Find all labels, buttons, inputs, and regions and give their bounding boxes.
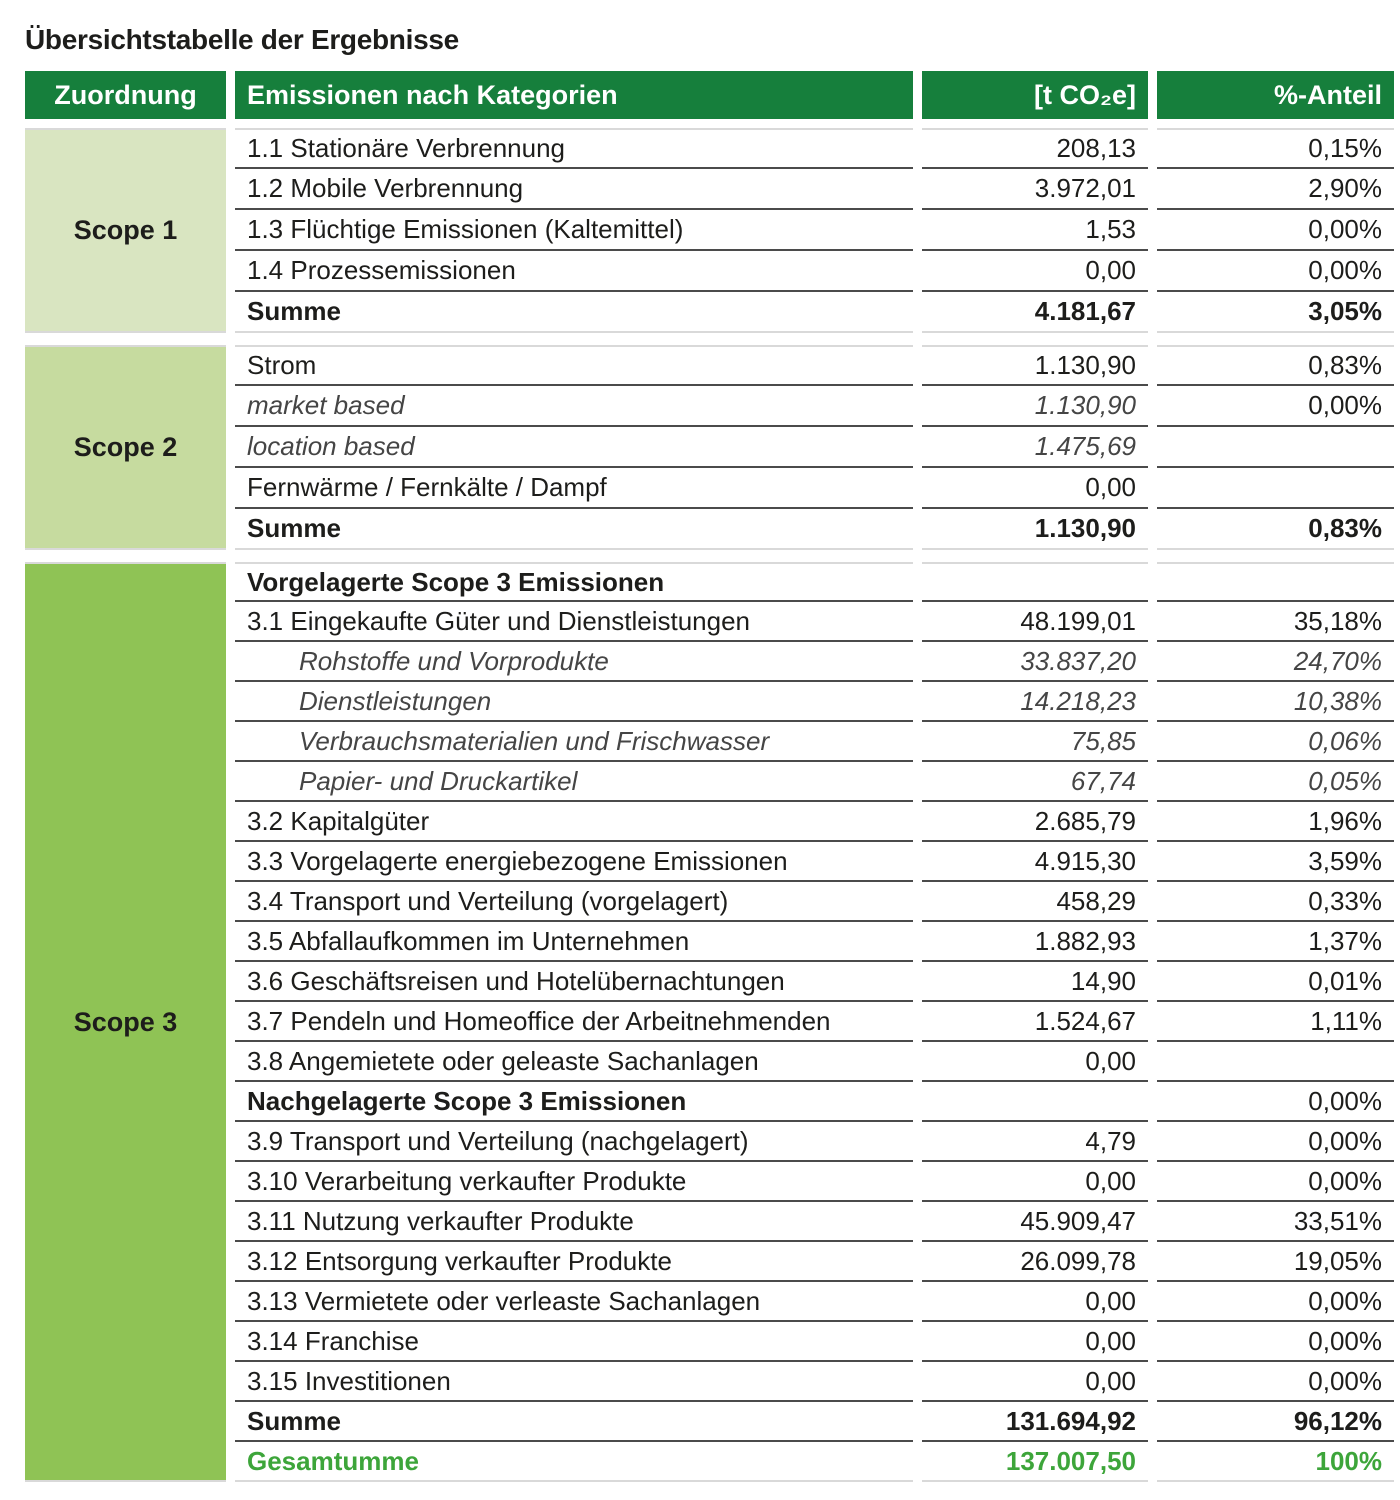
row-share: 0,83% <box>1157 509 1394 550</box>
scope-rows <box>235 562 1395 1482</box>
row-label: 3.3 Vorgelagerte energiebezogene Emissionen <box>235 842 913 882</box>
row-label: Papier- und Druckartikel <box>235 762 913 802</box>
table-row <box>235 1082 1395 1122</box>
row-value: 1.524,67 <box>922 1002 1148 1042</box>
page-title: Übersichtstabelle der Ergebnisse <box>25 24 459 55</box>
table-row <box>235 1042 1395 1082</box>
table-row <box>235 602 1395 642</box>
scope-badge-label: Scope 2 <box>73 432 178 462</box>
row-share: 0,00% <box>1157 1162 1394 1202</box>
header-cell-zuordnung: Zuordnung <box>25 71 226 119</box>
row-label: 3.12 Entsorgung verkaufter Produkte <box>235 1242 913 1282</box>
row-share: 0,00% <box>1157 210 1394 251</box>
row-value: 0,00 <box>922 251 1148 292</box>
row-share: 1,11% <box>1157 1002 1394 1042</box>
row-value: 1.130,90 <box>922 509 1148 550</box>
table-row <box>235 169 1395 210</box>
row-share: 1,37% <box>1157 922 1394 962</box>
row-value: 4.181,67 <box>922 292 1148 333</box>
row-value: 0,00 <box>922 468 1148 509</box>
row-label: Summe <box>235 509 913 550</box>
row-value: 1.475,69 <box>922 427 1148 468</box>
row-value: 131.694,92 <box>922 1402 1148 1442</box>
row-value: 26.099,78 <box>922 1242 1148 1282</box>
row-value: 48.199,01 <box>922 602 1148 642</box>
row-label: 3.5 Abfallaufkommen im Unternehmen <box>235 922 913 962</box>
row-share: 0,33% <box>1157 882 1394 922</box>
table-row <box>235 802 1395 842</box>
scope-section <box>25 128 1395 333</box>
row-value <box>922 562 1148 602</box>
row-label: Summe <box>235 1402 913 1442</box>
table-row <box>235 1362 1395 1402</box>
scope-badge <box>25 128 226 333</box>
row-share: 3,59% <box>1157 842 1394 882</box>
row-share: 3,05% <box>1157 292 1394 333</box>
row-label: Verbrauchsmaterialien und Frischwasser <box>235 722 913 762</box>
row-value: 458,29 <box>922 882 1148 922</box>
table-row <box>235 1282 1395 1322</box>
scope-rows <box>235 345 1395 550</box>
row-value: 1.130,90 <box>922 345 1148 386</box>
row-share: 24,70% <box>1157 642 1394 682</box>
row-share: 0,00% <box>1157 251 1394 292</box>
row-label: Rohstoffe und Vorprodukte <box>235 642 913 682</box>
row-label: 3.2 Kapitalgüter <box>235 802 913 842</box>
scope-badge <box>25 562 226 1482</box>
row-value: 0,00 <box>922 1322 1148 1362</box>
row-value: 1,53 <box>922 210 1148 251</box>
row-label: Nachgelagerte Scope 3 Emissionen <box>235 1082 913 1122</box>
row-label: Fernwärme / Fernkälte / Dampf <box>235 468 913 509</box>
table-row <box>235 1162 1395 1202</box>
row-value: 14,90 <box>922 962 1148 1002</box>
table-row <box>235 762 1395 802</box>
table-row <box>235 642 1395 682</box>
row-value: 208,13 <box>922 128 1148 169</box>
row-share: 0,00% <box>1157 386 1394 427</box>
table-row <box>235 345 1395 386</box>
table-row <box>235 128 1395 169</box>
table-row <box>235 722 1395 762</box>
row-label: 3.4 Transport und Verteilung (vorgelagert) <box>235 882 913 922</box>
row-label: Gesamtumme <box>235 1442 913 1482</box>
row-share <box>1157 562 1394 602</box>
table-row <box>235 682 1395 722</box>
table-row <box>235 210 1395 251</box>
table-row <box>235 251 1395 292</box>
row-label: 3.6 Geschäftsreisen und Hotelübernachtungen <box>235 962 913 1002</box>
row-value: 14.218,23 <box>922 682 1148 722</box>
row-share: 2,90% <box>1157 169 1394 210</box>
row-share: 0,00% <box>1157 1322 1394 1362</box>
row-value: 45.909,47 <box>922 1202 1148 1242</box>
row-value: 0,00 <box>922 1282 1148 1322</box>
row-share: 1,96% <box>1157 802 1394 842</box>
row-label: 3.9 Transport und Verteilung (nachgelagert) <box>235 1122 913 1162</box>
table-row <box>235 386 1395 427</box>
row-value: 75,85 <box>922 722 1148 762</box>
row-share: 33,51% <box>1157 1202 1394 1242</box>
row-share: 35,18% <box>1157 602 1394 642</box>
row-label: location based <box>235 427 913 468</box>
table-row <box>235 1322 1395 1362</box>
scope-section <box>25 562 1395 1482</box>
table-row <box>235 1122 1395 1162</box>
table-row <box>235 427 1395 468</box>
row-value: 67,74 <box>922 762 1148 802</box>
row-label: 3.10 Verarbeitung verkaufter Produkte <box>235 1162 913 1202</box>
header-cell-value: [t CO₂e] <box>922 71 1148 119</box>
row-label: 3.13 Vermietete oder verleaste Sachanlagen <box>235 1282 913 1322</box>
row-label: Dienstleistungen <box>235 682 913 722</box>
table-row <box>235 842 1395 882</box>
row-share <box>1157 1042 1394 1082</box>
table-row <box>235 468 1395 509</box>
row-value: 1.130,90 <box>922 386 1148 427</box>
row-share: 0,00% <box>1157 1082 1394 1122</box>
table-row <box>235 922 1395 962</box>
scope-section <box>25 345 1395 550</box>
row-share: 0,00% <box>1157 1282 1394 1322</box>
row-value: 4.915,30 <box>922 842 1148 882</box>
row-value: 2.685,79 <box>922 802 1148 842</box>
row-value: 33.837,20 <box>922 642 1148 682</box>
row-label: 1.3 Flüchtige Emissionen (Kaltemittel) <box>235 210 913 251</box>
row-share: 19,05% <box>1157 1242 1394 1282</box>
row-label: 3.15 Investitionen <box>235 1362 913 1402</box>
table-header <box>25 71 1395 119</box>
row-share: 100% <box>1157 1442 1394 1482</box>
table-row <box>235 1002 1395 1042</box>
row-label: 1.2 Mobile Verbrennung <box>235 169 913 210</box>
row-share: 10,38% <box>1157 682 1394 722</box>
row-share: 0,01% <box>1157 962 1394 1002</box>
row-share: 0,05% <box>1157 762 1394 802</box>
row-share: 0,15% <box>1157 128 1394 169</box>
table-row <box>235 1242 1395 1282</box>
row-label: 3.8 Angemietete oder geleaste Sachanlagen <box>235 1042 913 1082</box>
row-label: 1.4 Prozessemissionen <box>235 251 913 292</box>
row-label: 3.14 Franchise <box>235 1322 913 1362</box>
row-share <box>1157 468 1394 509</box>
row-label: Vorgelagerte Scope 3 Emissionen <box>235 562 913 602</box>
table-row <box>235 882 1395 922</box>
row-value <box>922 1082 1148 1122</box>
row-label: Summe <box>235 292 913 333</box>
scope-rows <box>235 128 1395 333</box>
table-row <box>235 562 1395 602</box>
row-label: 3.7 Pendeln und Homeoffice der Arbeitnehmenden <box>235 1002 913 1042</box>
row-label: market based <box>235 386 913 427</box>
row-share: 96,12% <box>1157 1402 1394 1442</box>
row-value: 1.882,93 <box>922 922 1148 962</box>
row-label: Strom <box>235 345 913 386</box>
row-value: 137.007,50 <box>922 1442 1148 1482</box>
header-cell-category: Emissionen nach Kategorien <box>235 71 913 119</box>
row-share: 0,00% <box>1157 1362 1394 1402</box>
row-share <box>1157 427 1394 468</box>
row-label: 1.1 Stationäre Verbrennung <box>235 128 913 169</box>
row-share: 0,06% <box>1157 722 1394 762</box>
scope-badge-label: Scope 1 <box>73 215 178 245</box>
row-value: 4,79 <box>922 1122 1148 1162</box>
scope-badge-label: Scope 3 <box>73 1006 178 1037</box>
row-share: 0,00% <box>1157 1122 1394 1162</box>
row-share: 0,83% <box>1157 345 1394 386</box>
row-label: 3.11 Nutzung verkaufter Produkte <box>235 1202 913 1242</box>
table-row <box>235 509 1395 550</box>
header-cell-share: %-Anteil <box>1157 71 1394 119</box>
table-row <box>235 292 1395 333</box>
row-value: 0,00 <box>922 1362 1148 1402</box>
row-label: 3.1 Eingekaufte Güter und Dienstleistungen <box>235 602 913 642</box>
table-row <box>235 962 1395 1002</box>
row-value: 0,00 <box>922 1042 1148 1082</box>
table-body <box>25 128 1395 1482</box>
table-row <box>235 1402 1395 1442</box>
row-value: 3.972,01 <box>922 169 1148 210</box>
table-row <box>235 1202 1395 1242</box>
table-row <box>235 1442 1395 1482</box>
scope-badge <box>25 345 226 550</box>
results-table <box>25 71 1395 1482</box>
row-value: 0,00 <box>922 1162 1148 1202</box>
